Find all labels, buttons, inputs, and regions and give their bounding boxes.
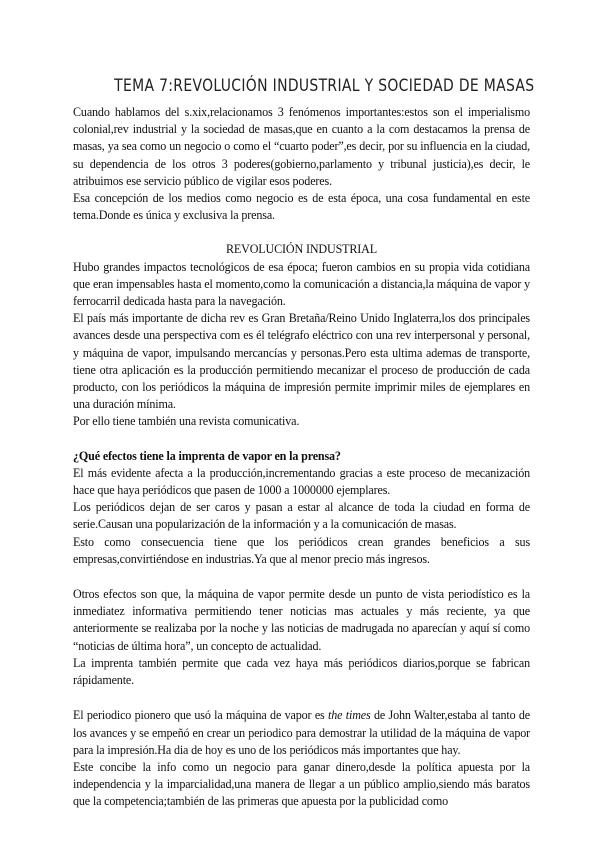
- intro-paragraph-2: Esa concepción de los medios como negocio es de esta época, una cosa fundamental en este tema.Donde es única y exclusiva la prensa.: [73, 191, 530, 223]
- question-paragraph-6: [73, 707, 530, 759]
- question-paragraph-4: Otros efectos son que, la máquina de vapor permite desde un punto de vista periodístico es la inmediatez informativa permitiendo tener noticias mas actuales y más reciente, ya que anteriormente se realizaba por la noche y las noticias de madrugada no aparecían y aquí sí como “noticias de última hora”, un concepto de actualidad.: [73, 587, 530, 653]
- intro-paragraph-1: Cuando hablamos del s.xix,relacionamos 3 fenómenos importantes:estos son el imperialismo colonial,rev industrial y la sociedad de masas,que en cuanto a la com destacamos la prensa de masas, ya sea como un negocio o como el “cuarto poder”,es decir, por su influencia en la ciudad, su dependencia de los otros 3 poderes(gobierno,parlamento y tribunal justicia),es decir, le atribuimos ese servicio público de vigilar esos poderes.: [73, 105, 530, 188]
- page-title: TEMA 7:REVOLUCIÓN INDUSTRIAL Y SOCIEDAD DE MASAS: [114, 76, 535, 96]
- paragraph-text: de John Walter,estaba al tanto de los avances y se empeñó en crear un periodico para demostrar la utilidad de la máquina de vapor para la impresión.Ha dia de hoy es uno de los periódicos más importantes que hay.: [73, 708, 531, 757]
- question-paragraph-5: La imprenta también permite que cada vez haya más periódicos diarios,porque se fabrican rápidamente.: [73, 655, 530, 688]
- question-paragraph-7: Este concibe la info como un negocio para ganar dinero,desde la política apuesta por la independencia y la imparcialidad,una manera de llegar a un público amplio,siendo más baratos que la competencia;también de las primeras que apuesta por la publicidad como: [73, 759, 530, 809]
- paragraph-text: El periodico pionero que usó la máquina de vapor es: [73, 708, 329, 723]
- section-paragraph-3: Por ello tiene también una revista comunicativa.: [73, 414, 300, 429]
- spacer: [73, 224, 530, 241]
- question-heading: ¿Qué efectos tiene la imprenta de vapor en la prensa?: [73, 448, 341, 463]
- question-paragraph-2: Los periódicos dejan de ser caros y pasan a estar al alcance de toda la ciudad en forma de serie.Causan una popularización de la información y a la comunicación de masas.: [73, 500, 530, 532]
- newspaper-name: the times: [328, 708, 371, 723]
- spacer: [73, 689, 530, 707]
- question-paragraph-3: Esto como consecuencia tiene que los periódicos crean grandes beneficios a sus empresas,convirtiéndose en industrias.Ya que al menor precio más ingresos.: [73, 534, 530, 566]
- section-heading: REVOLUCIÓN INDUSTRIAL: [225, 242, 378, 257]
- spacer: [73, 568, 530, 586]
- section-paragraph-2: El país más importante de dicha rev es Gran Bretaña/Reino Unido Inglaterra,los dos principales avances desde una perspectiva com es él telégrafo eléctrico con una rev interpersonal y personal, y máquina de vapor, impulsando mercancías y personas.Pero esta ultima ademas de transporte, tiene otra aplicación es la producción permitiendo mecanizar el proceso de producción de cada producto, con los periódicos la máquina de impresión permite imprimir miles de ejemplares en una duración mínima.: [73, 311, 530, 412]
- question-paragraph-1: El más evidente afecta a la producción,incrementando gracias a este proceso de mecanización hace que haya periódicos que pasen de 1000 a 1000000 ejemplares.: [73, 465, 530, 498]
- spacer: [73, 431, 530, 448]
- section-paragraph-1: Hubo grandes impactos tecnológicos de esa época; fueron cambios en su propia vida cotidiana que eran impensables hasta el momento,como la comunicación a distancia,la máquina de vapor y ferrocarril dedicada hasta para la navegación.: [73, 259, 530, 309]
